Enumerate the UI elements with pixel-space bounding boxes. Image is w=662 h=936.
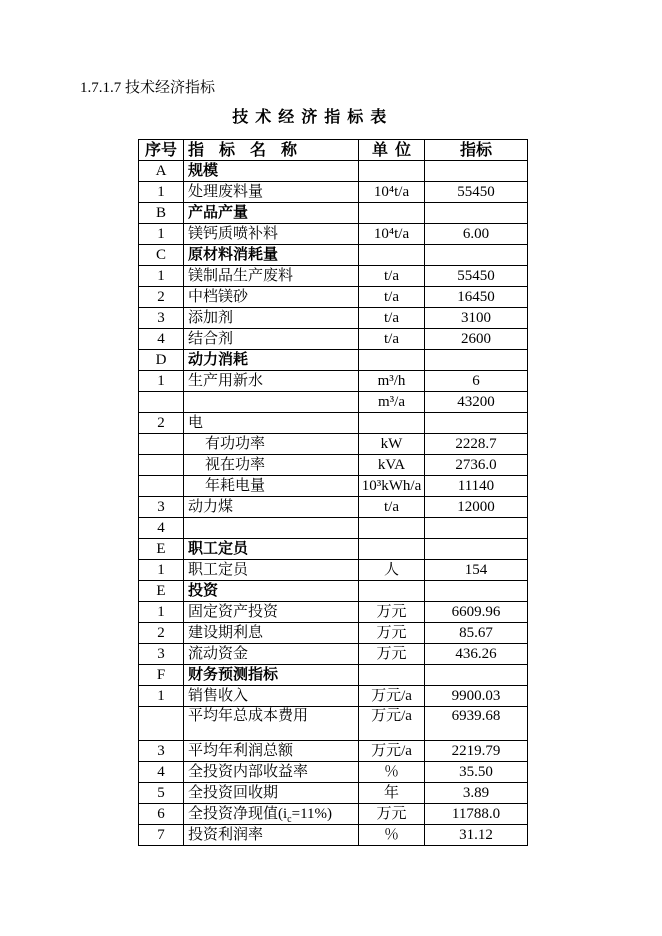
unit-cell: ％ <box>359 825 425 846</box>
indicator-value-cell: 55450 <box>425 182 528 203</box>
indicator-value-cell: 436.26 <box>425 644 528 665</box>
table-row <box>139 783 528 804</box>
row-number-cell <box>139 392 184 413</box>
indicator-name-cell: 销售收入 <box>184 686 359 707</box>
indicator-name-subscript: c <box>287 813 292 825</box>
table-row <box>139 182 528 203</box>
unit-cell: 万元 <box>359 804 425 825</box>
indicator-value-cell: 11788.0 <box>425 804 528 825</box>
table-row <box>139 644 528 665</box>
indicator-name-cell: 规模 <box>184 161 359 182</box>
unit-cell <box>359 413 425 434</box>
row-number-cell: F <box>139 665 184 686</box>
row-number-cell: 1 <box>139 182 184 203</box>
table-section-row <box>139 245 528 266</box>
indicator-name-cell: 电 <box>184 413 359 434</box>
table-section-row <box>139 539 528 560</box>
indicator-value-cell: 3100 <box>425 308 528 329</box>
indicator-value-cell: 3.89 <box>425 783 528 804</box>
indicator-value-cell <box>425 581 528 602</box>
table-row <box>139 804 528 825</box>
indicator-value-cell <box>425 161 528 182</box>
unit-cell: 人 <box>359 560 425 581</box>
indicator-name-cell <box>184 392 359 413</box>
indicator-value-cell: 16450 <box>425 287 528 308</box>
section-heading: 1.7.1.7 技术经济指标 <box>80 80 216 96</box>
row-number-cell: 2 <box>139 623 184 644</box>
indicator-name-cell: 年耗电量 <box>184 476 359 497</box>
row-number-cell: 3 <box>139 644 184 665</box>
row-number-cell: 4 <box>139 518 184 539</box>
indicator-name-cell: 产品产量 <box>184 203 359 224</box>
indicator-name-cell: 流动资金 <box>184 644 359 665</box>
unit-cell <box>359 518 425 539</box>
row-number-cell: 6 <box>139 804 184 825</box>
indicator-name-tail: =11%) <box>291 805 333 822</box>
row-number-cell: A <box>139 161 184 182</box>
table-row <box>139 707 528 741</box>
table-row <box>139 308 528 329</box>
row-number-cell: 1 <box>139 602 184 623</box>
indicator-name-cell: 动力消耗 <box>184 350 359 371</box>
table-row <box>139 392 528 413</box>
row-number-cell: B <box>139 203 184 224</box>
indicator-value-cell: 6609.96 <box>425 602 528 623</box>
unit-cell: 万元/a <box>359 707 425 741</box>
unit-cell <box>359 581 425 602</box>
unit-cell: t/a <box>359 308 425 329</box>
row-number-cell: 3 <box>139 497 184 518</box>
unit-cell: t/a <box>359 329 425 350</box>
row-number-cell: 2 <box>139 287 184 308</box>
row-number-cell: 1 <box>139 371 184 392</box>
column-header-name: 指 标 名 称 <box>184 140 359 161</box>
indicator-value-cell: 6939.68 <box>425 707 528 741</box>
row-number-cell: 3 <box>139 741 184 762</box>
indicator-value-cell: 6 <box>425 371 528 392</box>
row-number-cell: E <box>139 581 184 602</box>
indicator-value-cell: 2736.0 <box>425 455 528 476</box>
unit-cell: 10⁴t/a <box>359 224 425 245</box>
row-number-cell <box>139 434 184 455</box>
unit-cell: 年 <box>359 783 425 804</box>
row-number-cell: 1 <box>139 224 184 245</box>
table-section-row <box>139 665 528 686</box>
indicator-name-cell: 结合剂 <box>184 329 359 350</box>
column-header-number: 序号 <box>139 140 184 161</box>
unit-cell <box>359 203 425 224</box>
row-number-cell: C <box>139 245 184 266</box>
unit-cell: t/a <box>359 266 425 287</box>
technical-economic-indicators-table <box>138 139 528 846</box>
indicator-value-cell: 2600 <box>425 329 528 350</box>
indicator-name-cell: 原材料消耗量 <box>184 245 359 266</box>
row-number-cell: 7 <box>139 825 184 846</box>
indicator-name-cell: 固定资产投资 <box>184 602 359 623</box>
unit-cell: kVA <box>359 455 425 476</box>
row-number-cell: 4 <box>139 329 184 350</box>
row-number-cell: 3 <box>139 308 184 329</box>
table-row <box>139 329 528 350</box>
table-body <box>139 161 528 846</box>
indicator-name-cell: 生产用新水 <box>184 371 359 392</box>
unit-cell <box>359 350 425 371</box>
table-row <box>139 560 528 581</box>
row-number-cell <box>139 476 184 497</box>
unit-cell: 万元 <box>359 602 425 623</box>
table-row <box>139 371 528 392</box>
table-row <box>139 266 528 287</box>
indicator-name-cell: 职工定员 <box>184 539 359 560</box>
table-row <box>139 476 528 497</box>
unit-cell: 万元 <box>359 644 425 665</box>
table-row <box>139 287 528 308</box>
row-number-cell: 1 <box>139 560 184 581</box>
indicator-value-cell: 12000 <box>425 497 528 518</box>
unit-cell: m³/a <box>359 392 425 413</box>
indicator-value-cell: 31.12 <box>425 825 528 846</box>
indicator-value-cell: 154 <box>425 560 528 581</box>
indicator-name-cell: 全投资内部收益率 <box>184 762 359 783</box>
indicator-value-cell <box>425 245 528 266</box>
unit-cell: 10³kWh/a <box>359 476 425 497</box>
unit-cell <box>359 161 425 182</box>
indicator-name-cell: 有功功率 <box>184 434 359 455</box>
table-section-row <box>139 161 528 182</box>
table-row <box>139 686 528 707</box>
table-row <box>139 497 528 518</box>
indicator-value-cell: 11140 <box>425 476 528 497</box>
indicator-value-cell <box>425 413 528 434</box>
indicator-name-cell: 建设期利息 <box>184 623 359 644</box>
indicator-value-cell: 6.00 <box>425 224 528 245</box>
table-row <box>139 434 528 455</box>
indicator-name-cell: 中档镁砂 <box>184 287 359 308</box>
indicator-name-cell: 动力煤 <box>184 497 359 518</box>
indicator-name-cell: 处理废料量 <box>184 182 359 203</box>
indicator-name-cell <box>184 804 359 825</box>
row-number-cell <box>139 455 184 476</box>
table-row <box>139 413 528 434</box>
indicator-value-cell: 9900.03 <box>425 686 528 707</box>
indicator-name-cell: 全投资回收期 <box>184 783 359 804</box>
indicator-value-cell: 43200 <box>425 392 528 413</box>
indicator-value-cell: 85.67 <box>425 623 528 644</box>
indicator-name-cell: 视在功率 <box>184 455 359 476</box>
table-row <box>139 518 528 539</box>
indicator-name-cell: 财务预测指标 <box>184 665 359 686</box>
table-row <box>139 455 528 476</box>
indicator-name-cell <box>184 518 359 539</box>
table-section-row <box>139 203 528 224</box>
row-number-cell: 1 <box>139 686 184 707</box>
row-number-cell: 1 <box>139 266 184 287</box>
unit-cell: 10⁴t/a <box>359 182 425 203</box>
unit-cell <box>359 665 425 686</box>
indicator-name-cell: 添加剂 <box>184 308 359 329</box>
row-number-cell: 5 <box>139 783 184 804</box>
table-row <box>139 623 528 644</box>
indicator-value-cell <box>425 203 528 224</box>
unit-cell: m³/h <box>359 371 425 392</box>
unit-cell: 万元/a <box>359 741 425 762</box>
indicator-name-cell: 投资 <box>184 581 359 602</box>
indicator-name-cell: 平均年利润总额 <box>184 741 359 762</box>
table-section-row <box>139 581 528 602</box>
indicator-name-cell: 职工定员 <box>184 560 359 581</box>
table-row <box>139 602 528 623</box>
table-row <box>139 224 528 245</box>
row-number-cell: 2 <box>139 413 184 434</box>
unit-cell: t/a <box>359 497 425 518</box>
indicator-value-cell: 35.50 <box>425 762 528 783</box>
indicator-value-cell <box>425 518 528 539</box>
indicator-name-cell: 投资利润率 <box>184 825 359 846</box>
indicator-name-cell: 平均年总成本费用 <box>184 707 359 741</box>
indicator-value-cell <box>425 539 528 560</box>
row-number-cell <box>139 707 184 741</box>
unit-cell <box>359 539 425 560</box>
indicator-name-text: 全投资净现值(i <box>188 805 288 822</box>
unit-cell: kW <box>359 434 425 455</box>
indicator-value-cell <box>425 665 528 686</box>
table-header-row <box>139 140 528 161</box>
indicator-name-cell: 镁钙质喷补料 <box>184 224 359 245</box>
table-title: 技 术 经 济 指 标 表 <box>232 109 388 126</box>
indicator-value-cell: 2228.7 <box>425 434 528 455</box>
table-section-row <box>139 350 528 371</box>
indicator-name-cell: 镁制品生产废料 <box>184 266 359 287</box>
table-row <box>139 762 528 783</box>
unit-cell <box>359 245 425 266</box>
row-number-cell: 4 <box>139 762 184 783</box>
table-row <box>139 741 528 762</box>
row-number-cell: D <box>139 350 184 371</box>
unit-cell: ％ <box>359 762 425 783</box>
unit-cell: t/a <box>359 287 425 308</box>
table-row <box>139 825 528 846</box>
column-header-unit: 单 位 <box>359 140 425 161</box>
unit-cell: 万元 <box>359 623 425 644</box>
indicator-value-cell <box>425 350 528 371</box>
indicator-value-cell: 55450 <box>425 266 528 287</box>
column-header-value: 指标 <box>425 140 528 161</box>
row-number-cell: E <box>139 539 184 560</box>
unit-cell: 万元/a <box>359 686 425 707</box>
indicator-value-cell: 2219.79 <box>425 741 528 762</box>
